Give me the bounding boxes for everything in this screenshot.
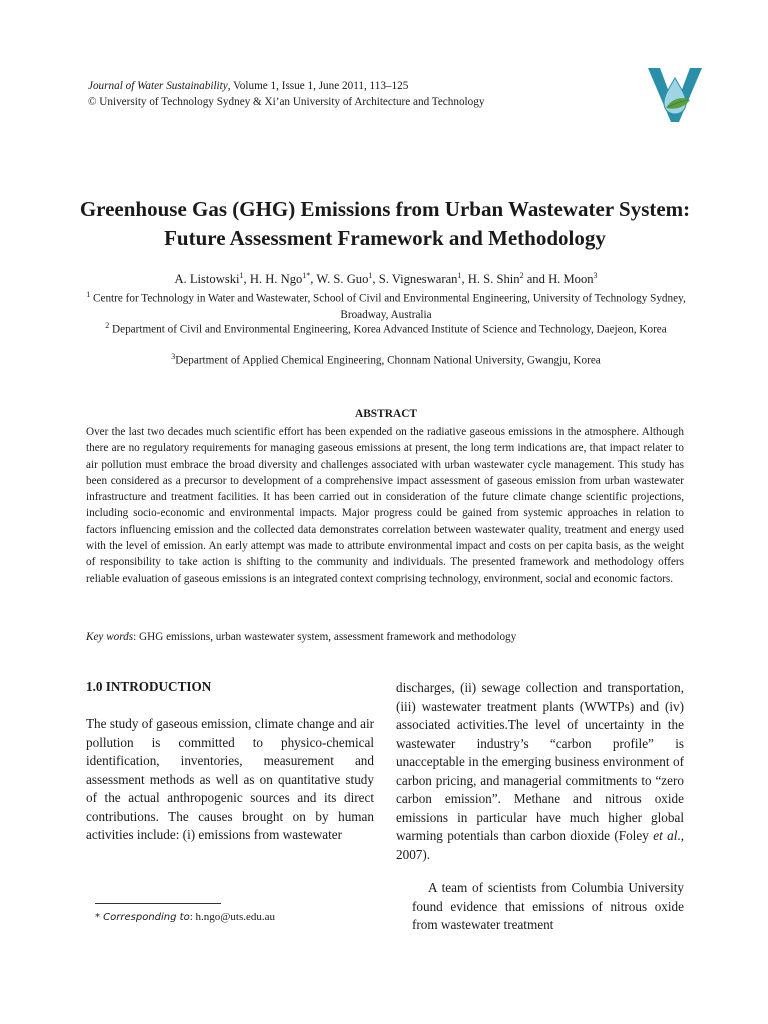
affiliation-3	[86, 349, 686, 369]
author-sup: 1	[239, 271, 244, 280]
paper-title: Greenhouse Gas (GHG) Emissions from Urban Wastewater System: Future Assessment Framework and Methodology	[79, 197, 691, 250]
footnote-label: * Corresponding to	[95, 912, 190, 923]
affiliation-text: Department of Civil and Environmental Engineering, Korea Advanced Institute of Science and Technology, Daejeon, Korea	[112, 323, 667, 336]
author-sup: 2	[519, 271, 524, 280]
intro-paragraph-right	[396, 679, 684, 864]
affiliation-text: Department of Applied Chemical Engineering, Chonnam National University, Gwangju, Korea	[175, 354, 601, 367]
keywords	[86, 631, 686, 643]
citation-end: ., 2007).	[396, 828, 685, 862]
author-name: H. S. Shin	[467, 272, 520, 287]
author-and: and	[526, 272, 545, 287]
keywords-text: : GHG emissions, urban wastewater system, assessment framework and methodology	[133, 631, 517, 643]
abstract-text: Over the last two decades much scientific effort has been expended on the radiative gaseous emissions in the atmosphere. Although there are no regulatory requirements for managing gaseous emissions at present, the long term indications are, that impact relater to air pollution must embrace the broad diversity and challenges associated with urban wastewater cycle management. This study has been considered as a precursor to development of a comprehensive impact assessment of gaseous emission from urban wastewater infrastructure and treatment facilities. It has been carried out in consideration of the future climate change scientific projections, including socio-economic and environmental impacts. Major progress could be gained from systemic approaches in relation to factors influencing emission and the collected data demonstrates correlation between wastewater quality, treatment and energy used with the level of emission. An early attempt was made to attribute environmental impact and costs on per capita basis, as the weight of responsibility to take action is shifting to the community and individuals. The presented framework and methodology offers reliable evaluation of gaseous emissions is an integrated context comprising technology, environment, social and economic factors.	[86, 426, 684, 585]
abstract-heading: ABSTRACT	[354, 408, 418, 420]
affiliation-sup: 2	[105, 321, 110, 330]
citation-etal: et al	[653, 828, 678, 843]
intro-paragraph-right-2: A team of scientists from Columbia University found evidence that emissions of nitrous oxide from wastewater treatment	[412, 880, 684, 932]
intro-paragraph-left: The study of gaseous emission, climate change and air pollution is committed to physico-chemical identification, inventories, measurement and assessment methods as well as on quantitative study of the actual anthropogenic sources and its direct contributions. The causes brought on by human activities include: (i) emissions from wastewater	[86, 716, 374, 842]
affiliation-2	[86, 318, 686, 338]
journal-name: Journal of Water Sustainability	[88, 80, 228, 92]
author-sup: 1*	[302, 271, 311, 280]
author-sup: 3	[593, 271, 598, 280]
section-heading: 1.0 INTRODUCTION	[86, 679, 212, 694]
affiliation-sup: 1	[86, 290, 91, 299]
footnote-email[interactable]: : h.ngo@uts.edu.au	[189, 911, 275, 923]
author-list: A. Listowski$^1$, H. H. Ngo$^{1*}$, W. S. Guo$^1$, S. Vigneswaran$^1$, H. S. Shin$^2$ and H. Moon$^3$	[174, 271, 598, 287]
journal-citation	[88, 78, 484, 94]
author-name: S. Vigneswaran	[378, 272, 458, 287]
journal-details: , Volume 1, Issue 1, June 2011, 113–125	[227, 80, 409, 92]
footnote	[95, 911, 275, 923]
affiliation-sup: 3	[171, 352, 176, 361]
paragraph-text: discharges, (ii) sewage collection and transportation, (iii) wastewater treatment plants (WWTPs) and (iv) associated activities.The level of uncertainty in the wastewater industry’s “carbon profile” is unacceptable in the emerging business environment of carbon pricing, and managerial commitments to “zero carbon emission”. Methane and nitrous oxide emissions in particular have much higher global warming potentials than carbon dioxide (Foley	[396, 680, 684, 843]
author-name: H. H. Ngo	[249, 272, 303, 287]
author-name: A. Listowski	[174, 272, 240, 287]
affiliation-text: Centre for Technology in Water and Wastewater, School of Civil and Environmental Engineering, University of Technology Sydney, Broadway, Australia	[93, 292, 686, 321]
footnote-divider	[95, 903, 221, 904]
journal-header	[88, 78, 484, 110]
water-drop-leaf-logo-icon	[646, 64, 704, 124]
author-sup: 1	[457, 271, 462, 280]
author-sup: 1	[368, 271, 373, 280]
copyright-line: © University of Technology Sydney & Xi’an University of Architecture and Technology	[88, 96, 485, 108]
author-name: W. S. Guo	[316, 272, 369, 287]
keywords-label: Key words	[86, 631, 134, 643]
author-name: H. Moon	[548, 272, 594, 287]
